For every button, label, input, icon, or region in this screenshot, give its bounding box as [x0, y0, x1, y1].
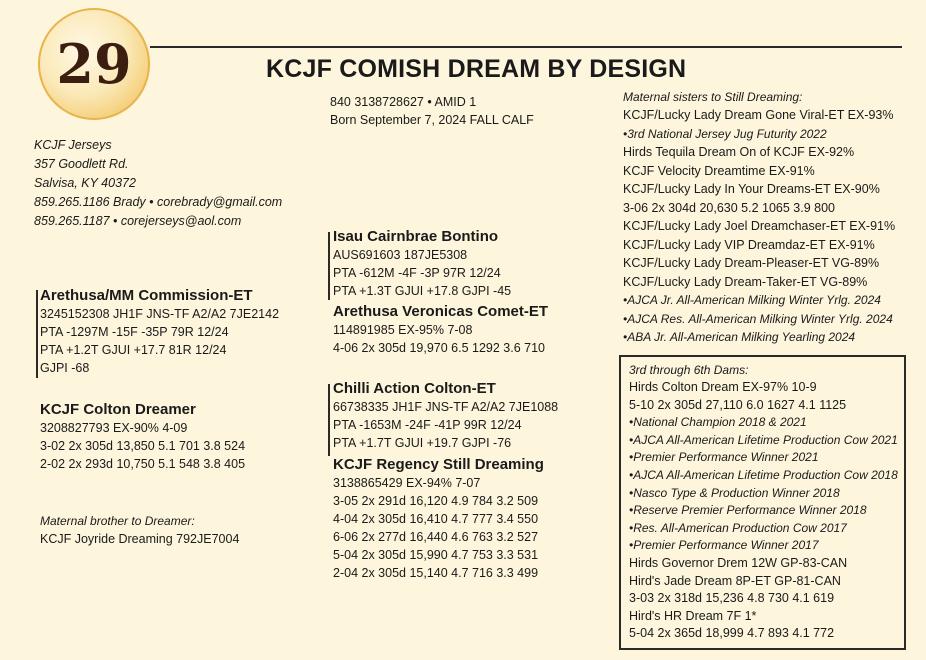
pedigree-line: Hird's Jade Dream 8P-ET GP-81-CAN [629, 573, 841, 588]
lot-number: 29 [56, 32, 132, 96]
sire-bracket [328, 232, 330, 300]
page-title: KCJF COMISH DREAM BY DESIGN [266, 55, 687, 83]
dam-sire-line: PTA +1.2T GJUI +17.7 81R 12/24 [40, 343, 227, 357]
dam-line: 3208827793 EX-90% 4-09 [40, 421, 188, 435]
granddam-line: 3-05 2x 291d 16,120 4.9 784 3.2 509 [333, 494, 539, 508]
maternal-sisters-list [623, 106, 895, 347]
pedigree-line: 3-03 2x 318d 15,236 4.8 730 4.1 619 [629, 591, 835, 606]
consignor-contact-2: 859.265.1187 • corejerseys@aol.com [34, 214, 242, 228]
mgs-bracket [328, 384, 330, 456]
dams-3-6-heading: 3rd through 6th Dams: [629, 363, 749, 377]
honor-line: •Premier Performance Winner 2017 [629, 538, 819, 553]
dam-sire-bracket [36, 290, 38, 378]
dam-sire-block [40, 287, 279, 377]
honor-line: •3rd National Jersey Jug Futurity 2022 [623, 126, 827, 141]
consignor-address-1: 357 Goodlett Rd. [34, 157, 129, 171]
pedigree-line: KCJF/Lucky Lady Dream-Pleaser-ET VG-89% [623, 256, 880, 270]
consignor-contact-1: 859.265.1186 Brady • corebrady@gmail.com [34, 195, 283, 209]
pedigree-line: Hirds Colton Dream EX-97% 10-9 [629, 380, 817, 394]
sire-dam-line: 114891985 EX-95% 7-08 [333, 323, 473, 337]
dam-name: KCJF Colton Dreamer [40, 401, 196, 418]
lot-number-badge [38, 8, 150, 120]
honor-line: •Nasco Type & Production Winner 2018 [629, 485, 840, 500]
sire-dam-block [333, 303, 548, 357]
maternal-sisters-block [623, 88, 895, 347]
header-rule [150, 46, 902, 48]
maternal-brother-name: KCJF Joyride Dreaming 792JE7004 [40, 532, 240, 546]
pedigree-line: Hird's HR Dream 7F 1* [629, 608, 757, 623]
dam-sire-name: Arethusa/MM Commission-ET [40, 287, 253, 304]
pedigree-line: KCJF/Lucky Lady VIP Dreamdaz-ET EX-91% [623, 237, 875, 252]
granddam-block [333, 456, 544, 582]
maternal-brother-heading: Maternal brother to Dreamer: [40, 514, 195, 528]
honor-line: •ABA Jr. All-American Milking Yearling 2024 [623, 330, 856, 344]
dams-3-6-list [629, 379, 898, 643]
honor-line: •AJCA All-American Lifetime Production Cow 2018 [629, 467, 898, 482]
sire-block [333, 228, 511, 300]
birth-date-line: Born September 7, 2024 FALL CALF [330, 113, 534, 127]
granddam-line: 3138865429 EX-94% 7-07 [333, 476, 481, 490]
mgs-line: 66738335 JH1F JNS-TF A2/A2 7JE1088 [333, 400, 559, 414]
mgs-line: PTA -1653M -24F -41P 99R 12/24 [333, 418, 522, 432]
dam-line: 2-02 2x 293d 10,750 5.1 548 3.8 405 [40, 457, 246, 471]
maternal-brother-block [40, 512, 239, 548]
honor-line: •AJCA Jr. All-American Milking Winter Yrlg. 2024 [623, 293, 881, 307]
mgs-name: Chilli Action Colton-ET [333, 380, 496, 397]
granddam-line: 5-04 2x 305d 15,990 4.7 753 3.3 531 [333, 548, 539, 562]
dam-sire-line: 3245152308 JH1F JNS-TF A2/A2 7JE2142 [40, 307, 280, 321]
granddam-line: 2-04 2x 305d 15,140 4.7 716 3.3 499 [333, 566, 539, 580]
pedigree-line: KCJF Velocity Dreamtime EX-91% [623, 163, 815, 178]
sire-line: PTA -612M -4F -3P 97R 12/24 [333, 266, 501, 280]
pedigree-line: 3-06 2x 304d 20,630 5.2 1065 3.9 800 [623, 200, 835, 215]
pedigree-line: Hirds Governor Drem 12W GP-83-CAN [629, 555, 848, 570]
granddam-line: 4-04 2x 305d 16,410 4.7 777 3.4 550 [333, 512, 539, 526]
pedigree-line: KCJF/Lucky Lady Dream Gone Viral-ET EX-93% [623, 108, 894, 122]
honor-line: •Reserve Premier Performance Winner 2018 [629, 503, 867, 518]
dam-block [40, 401, 245, 473]
pedigree-line: KCJF/Lucky Lady Joel Dreamchaser-ET EX-91% [623, 219, 896, 233]
pedigree-line: KCJF/Lucky Lady Dream-Taker-ET VG-89% [623, 274, 868, 289]
consignor-block [34, 136, 282, 231]
sire-dam-line: 4-06 2x 305d 19,970 6.5 1292 3.6 710 [333, 341, 545, 355]
honor-line: •AJCA All-American Lifetime Production Cow 2021 [629, 432, 898, 447]
mgs-block [333, 380, 558, 452]
dam-sire-line: GJPI -68 [40, 361, 90, 375]
honor-line: •Res. All-American Production Cow 2017 [629, 520, 847, 535]
pedigree-line: KCJF/Lucky Lady In Your Dreams-ET EX-90% [623, 182, 880, 196]
maternal-sisters-heading: Maternal sisters to Still Dreaming: [623, 90, 803, 104]
honor-line: •National Champion 2018 & 2021 [629, 415, 807, 430]
consignor-address-2: Salvisa, KY 40372 [34, 176, 136, 190]
pedigree-line: Hirds Tequila Dream On of KCJF EX-92% [623, 145, 855, 159]
dam-line: 3-02 2x 305d 13,850 5.1 701 3.8 524 [40, 439, 246, 453]
granddam-name: KCJF Regency Still Dreaming [333, 456, 544, 473]
dams-3-6-box [619, 355, 906, 650]
sire-line: AUS691603 187JE5308 [333, 248, 468, 262]
dam-sire-line: PTA -1297M -15F -35P 79R 12/24 [40, 325, 229, 339]
pedigree-line: 5-04 2x 365d 18,999 4.7 893 4.1 772 [629, 626, 835, 641]
registration-line-1: 840 3138728627 • AMID 1 [330, 95, 477, 109]
sire-name: Isau Cairnbrae Bontino [333, 228, 499, 245]
honor-line: •Premier Performance Winner 2021 [629, 450, 819, 465]
sire-dam-name: Arethusa Veronicas Comet-ET [333, 303, 549, 320]
mgs-line: PTA +1.7T GJUI +19.7 GJPI -76 [333, 436, 512, 450]
honor-line: •AJCA Res. All-American Milking Winter Yrlg. 2024 [623, 311, 893, 326]
granddam-line: 6-06 2x 277d 16,440 4.6 763 3.2 527 [333, 530, 539, 544]
consignor-name: KCJF Jerseys [34, 138, 112, 152]
sire-line: PTA +1.3T GJUI +17.8 GJPI -45 [333, 284, 512, 298]
pedigree-line: 5-10 2x 305d 27,110 6.0 1627 4.1 1125 [629, 397, 847, 412]
